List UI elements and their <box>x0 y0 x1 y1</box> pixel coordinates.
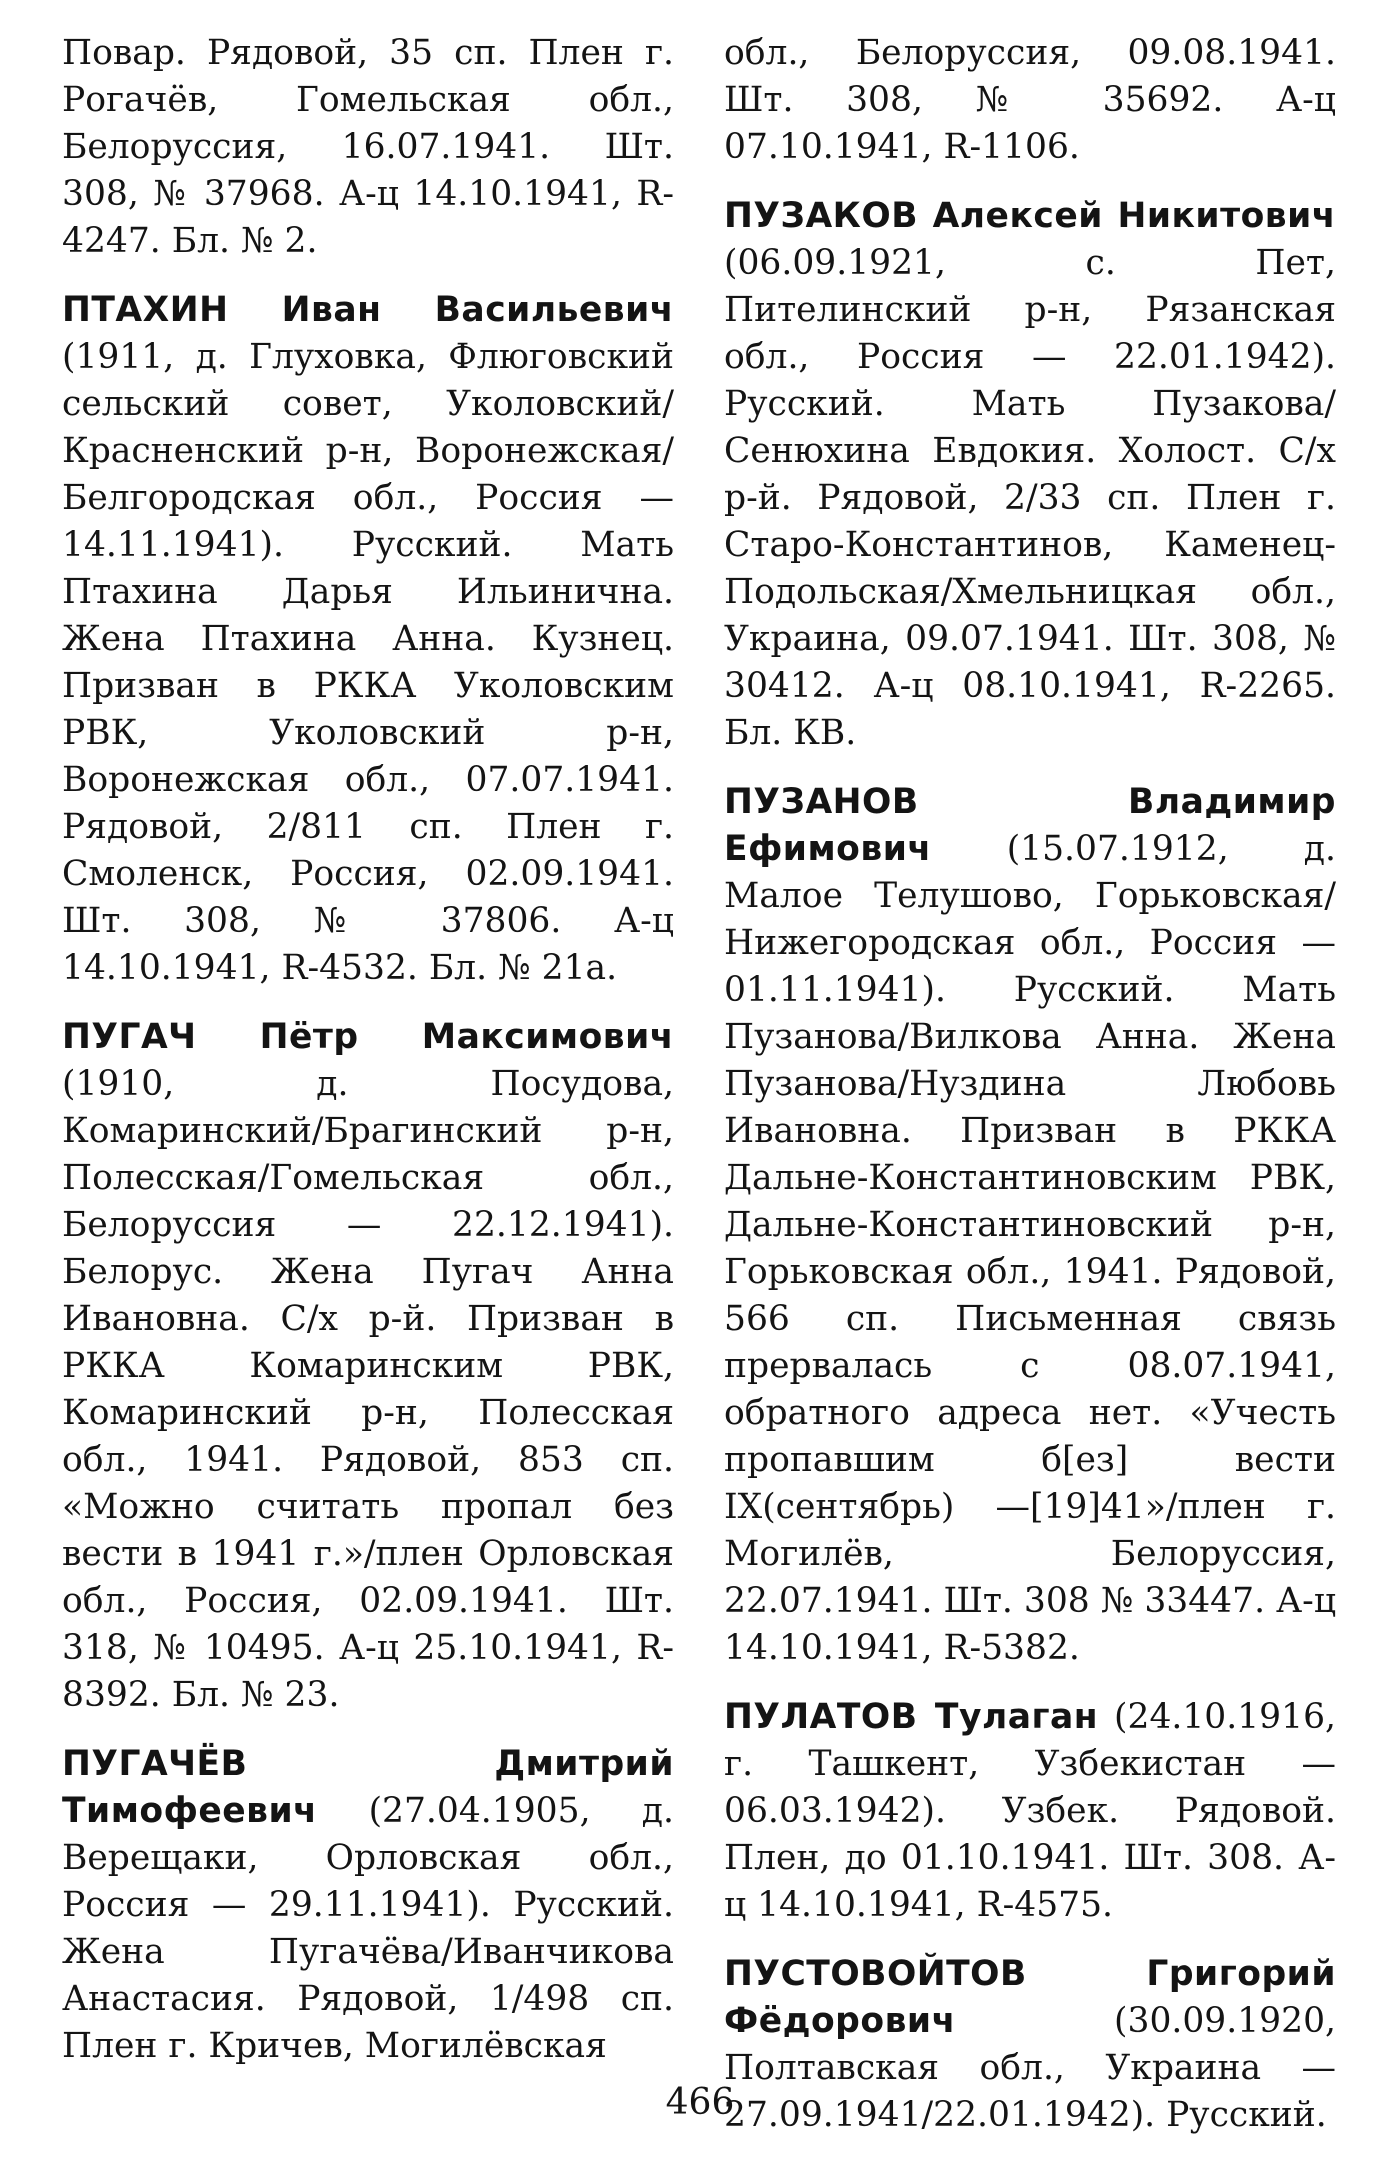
entry-pulatov <box>724 1694 1336 1929</box>
entry-name: ПТАХИН Иван Васильевич <box>62 290 674 330</box>
entry-name: ПУЗАКОВ Алексей Никитович <box>724 196 1336 236</box>
entry-text: (15.07.1912, д. Малое Телушово, Горьковская/Нижегородская обл., Россия — 01.11.1941). Русский. Мать Пузанова/Вилкова Анна. Жена Пузанова/Нуздина Любовь Ивановна. Призван в РККА Дальне-Константиновским РВК, Дальне-Константиновский р-н, Горьковская обл., 1941. Рядовой, 566 сп. Письменная связь прервалась с 08.07.1941, обратного адреса нет. «Учесть пропавшим б[ез] вести IX(сентябрь) —[19]41»/плен г. Могилёв, Белоруссия, 22.07.1941. Шт. 308 № 33447. А-ц 14.10.1941, R-5382. <box>724 829 1336 1668</box>
entry-pugach <box>62 1014 674 1719</box>
right-column <box>724 30 1336 2161</box>
entry-name: ПУГАЧ Пётр Максимович <box>62 1017 674 1057</box>
entry-name: ПУГАЧЁВ Дмитрий Тимофеевич <box>62 1744 674 1831</box>
entry-text: (06.09.1921, с. Пет, Пителинский р-н, Рязанская обл., Россия — 22.01.1942). Русский. Мать Пузакова/Сенюхина Евдокия. Холост. С/х р-й. Рядовой, 2/33 сп. Плен г. Старо-Константинов, Каменец-Подольская/Хмельницкая обл., Украина, 09.07.1941. Шт. 308, № 30412. А-ц 08.10.1941, R-2265. Бл. КВ. <box>724 243 1336 753</box>
entry-text: (27.04.1905, д. Верещаки, Орловская обл., Россия — 29.11.1941). Русский. Жена Пугачёва/Иванчикова Анастасия. Рядовой, 1/498 сп. Плен г. Кричев, Могилёвская <box>62 1791 674 2066</box>
entry-text: (30.09.1920, Полтавская обл., Украина — 27.09.1941/22.01.1942). Русский. <box>724 2001 1336 2135</box>
entry-text: (1911, д. Глуховка, Флюговский сельский совет, Уколовский/Красненский р-н, Воронежская/Белгородская обл., Россия — 14.11.1941). Русский. Мать Птахина Дарья Ильинична. Жена Птахина Анна. Кузнец. Призван в РККА Уколовским РВК, Уколовский р-н, Воронежская обл., 07.07.1941. Рядовой, 2/811 сп. Плен г. Смоленск, Россия, 02.09.1941. Шт. 308, № 37806. А-ц 14.10.1941, R-4532. Бл. № 21а. <box>62 337 674 988</box>
entry-name: ПУЛАТОВ Тулаган <box>724 1697 1099 1737</box>
entry-name: ПУСТОВОЙТОВ Григорий Фёдорович <box>724 1954 1336 2041</box>
entry-text: (1910, д. Посудова, Комаринский/Брагинский р-н, Полесская/Гомельская обл., Белоруссия — 22.12.1941). Белорус. Жена Пугач Анна Ивановна. С/х р-й. Призван в РККА Комаринским РВК, Комаринский р-н, Полесская обл., 1941. Рядовой, 853 сп. «Можно считать пропал без вести в 1941 г.»/плен Орловская обл., Россия, 02.09.1941. Шт. 318, № 10495. А-ц 25.10.1941, R-8392. Бл. № 23. <box>62 1064 674 1715</box>
left-column <box>62 30 674 2092</box>
continuation-text-left: Повар. Рядовой, 35 сп. Плен г. Рогачёв, Гомельская обл., Белоруссия, 16.07.1941. Шт. 308, № 37968. А-ц 14.10.1941, R-4247. Бл. № 2. <box>62 33 674 261</box>
entry-pugachev <box>62 1741 674 2070</box>
continuation-text-right: обл., Белоруссия, 09.08.1941. Шт. 308, № 35692. А-ц 07.10.1941, R-1106. <box>724 33 1336 167</box>
entry-name: ПУЗАНОВ Владимир Ефимович <box>724 782 1336 869</box>
page-number: 466 <box>665 2082 735 2123</box>
entry-puzanov <box>724 779 1336 1672</box>
entry-puzakov <box>724 193 1336 757</box>
entry-text: (24.10.1916, г. Ташкент, Узбекистан — 06.03.1942). Узбек. Рядовой. Плен, до 01.10.1941. Шт. 308. А-ц 14.10.1941, R-4575. <box>724 1697 1336 1925</box>
entry-ptakhin <box>62 287 674 992</box>
